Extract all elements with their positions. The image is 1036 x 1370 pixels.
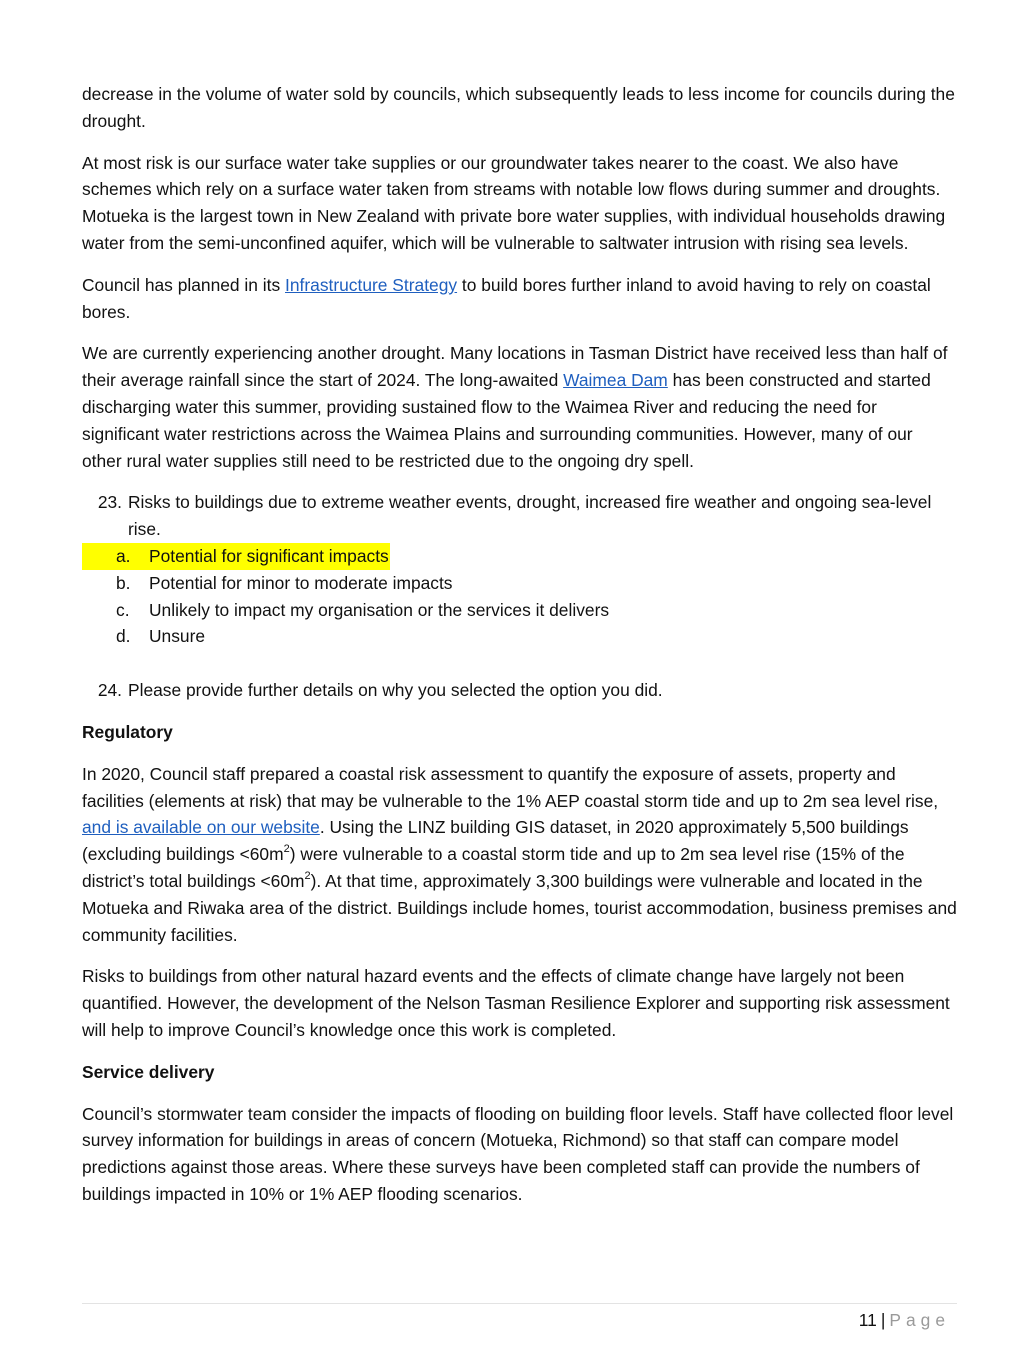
footer-separator: |: [880, 1310, 886, 1330]
text-segment: We are currently experiencing another drought. Many locations in Tasman District have received less than half of their average rainfall since the start of 2024. The long-awaited: [82, 343, 948, 391]
website-link[interactable]: and is available on our website: [82, 817, 320, 838]
superscript: 2: [283, 843, 290, 856]
option-text: Unsure: [149, 626, 206, 647]
text-segment: ) were vulnerable to a coastal storm tide and up to 2m sea level rise (15% of the district’s total buildings <60m: [82, 844, 905, 891]
paragraph-water-income: decrease in the volume of water sold by councils, which subsequently leads to less income for councils during the drought.: [82, 84, 955, 131]
text-segment: to build bores further inland to avoid having to rely on coastal bores.: [82, 274, 931, 322]
page-label: Page: [889, 1310, 950, 1330]
option-letter: b.: [116, 572, 131, 593]
question-text: Please provide further details on why you selected the option you did.: [128, 680, 663, 701]
option-a: [82, 543, 957, 570]
option-text: Potential for minor to moderate impacts: [149, 572, 453, 593]
heading-regulatory: Regulatory: [82, 721, 173, 742]
page-footer: [859, 1307, 950, 1333]
heading-service-delivery: Service delivery: [82, 1061, 215, 1082]
option-c: [82, 597, 957, 624]
option-letter: a.: [82, 543, 149, 570]
question-number: 23.: [97, 492, 122, 513]
spacer: [82, 650, 957, 677]
text-segment: ). At that time, approximately 3,300 buildings were vulnerable and located in the Motueka and Riwaka area of the district. Buildings include homes, tourist accommodation, business premises and community facilities.: [82, 870, 957, 945]
option-letter: d.: [116, 626, 131, 647]
text-segment: has been constructed and started discharging water this summer, providing sustained flow to the Waimea River and reducing the need for significant water restrictions across the Waimea Plains and surrounding communities. However, many of our other rural water supplies still need to be restricted due to the ongoing dry spell.: [82, 370, 931, 471]
superscript: 2: [304, 870, 311, 883]
page-number: 11: [858, 1310, 877, 1330]
option-d: [82, 623, 957, 650]
paragraph-stormwater: Council’s stormwater team consider the impacts of flooding on building floor levels. Staff have collected floor level survey information for buildings in areas of concern (Motueka, Richmond) so that staff can compare model predictions against those areas. Where these surveys have been completed staff can provide the numbers of buildings impacted in 10% or 1% AEP flooding scenarios.: [82, 1103, 954, 1204]
question-23: [82, 489, 957, 543]
paragraph-drought: [82, 340, 957, 474]
highlighted-answer: [82, 543, 390, 570]
paragraph-infrastructure-strategy: [82, 272, 957, 326]
question-text: Risks to buildings due to extreme weather events, drought, increased fire weather and ongoing sea-level rise.: [128, 492, 932, 540]
footer-divider: [82, 1303, 957, 1304]
paragraph-other-hazards: Risks to buildings from other natural hazard events and the effects of climate change have largely not been quantified. However, the development of the Nelson Tasman Resilience Explorer and supporting risk assessment will help to improve Council’s knowledge once this work is completed.: [82, 966, 950, 1040]
text-segment: . Using the LINZ building GIS dataset, in 2020 approximately 5,500 buildings (excluding buildings <60m: [82, 817, 909, 865]
waimea-dam-link[interactable]: Waimea Dam: [563, 370, 668, 391]
option-text: Unlikely to impact my organisation or the services it delivers: [149, 599, 610, 620]
option-b: [82, 570, 957, 597]
question-24: [82, 677, 957, 704]
option-letter: c.: [116, 599, 130, 620]
infrastructure-strategy-link[interactable]: Infrastructure Strategy: [285, 274, 458, 295]
option-text: Potential for significant impacts: [149, 545, 389, 566]
paragraph-surface-water-risk: At most risk is our surface water take supplies or our groundwater takes nearer to the coast. We also have schemes which rely on a surface water taken from streams with notable low flows during summer and droughts. Motueka is the largest town in New Zealand with private bore water supplies, with individual households drawing water from the semi-unconfined aquifer, which will be vulnerable to saltwater intrusion with rising sea levels.: [82, 152, 946, 253]
question-number: 24.: [97, 680, 122, 701]
question-23-options: [82, 543, 957, 650]
paragraph-coastal-risk: [82, 761, 957, 949]
text-segment: In 2020, Council staff prepared a coastal risk assessment to quantify the exposure of assets, property and facilities (elements at risk) that may be vulnerable to the 1% AEP coastal storm tide and up to 2m sea level rise,: [82, 763, 939, 811]
document-page: [82, 81, 957, 1223]
text-segment: Council has planned in its: [82, 274, 286, 295]
